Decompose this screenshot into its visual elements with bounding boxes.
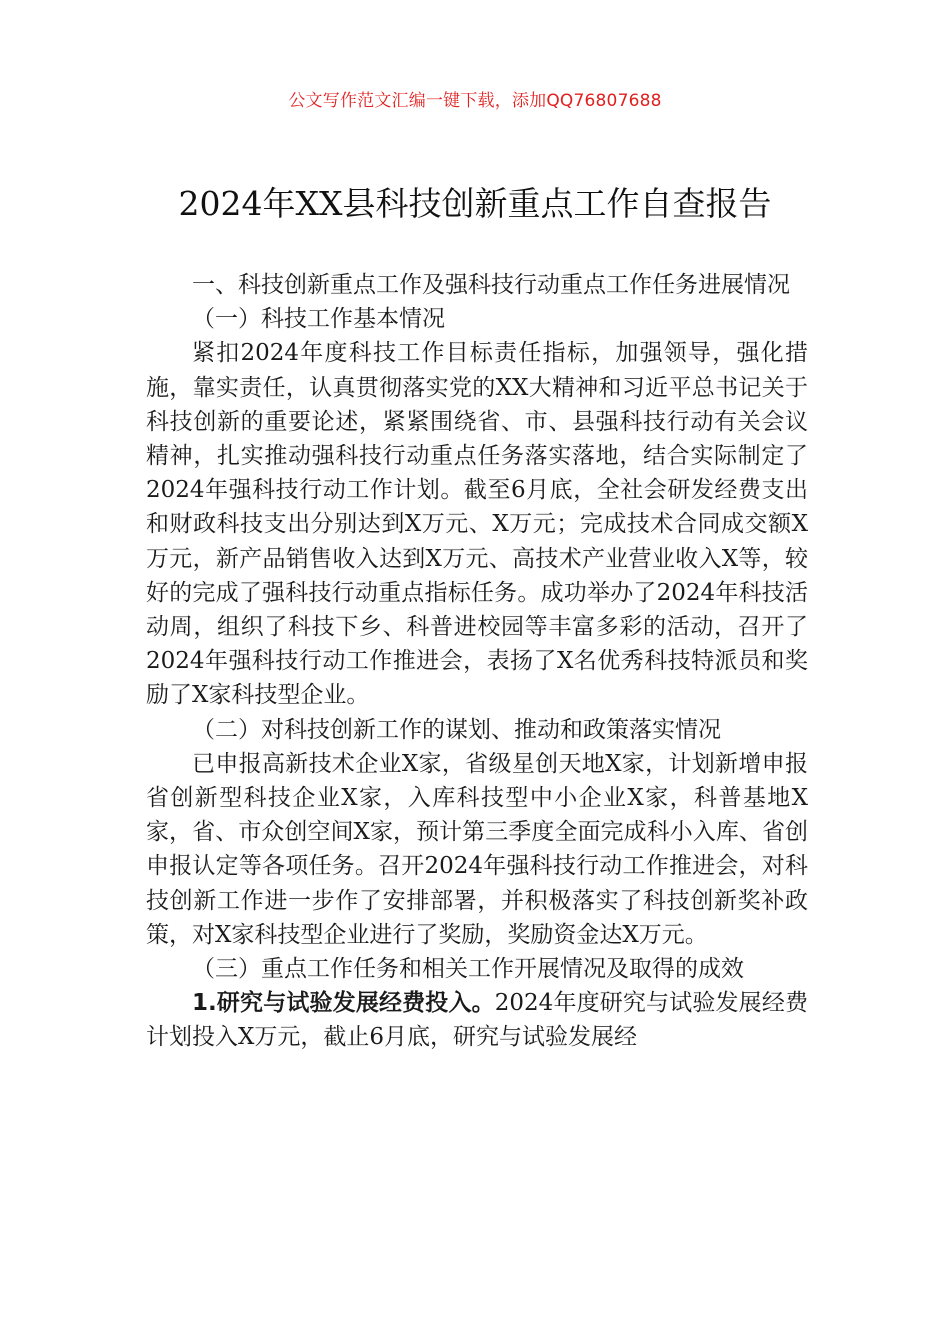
document-title: 2024年XX县科技创新重点工作自查报告	[178, 184, 772, 223]
subsection-heading-2: （二）对科技创新工作的谋划、推动和政策落实情况	[192, 716, 721, 743]
body-paragraph-3	[146, 986, 808, 1054]
subsection-heading-1: （一）科技工作基本情况	[192, 306, 445, 333]
section-heading-1: 一、科技创新重点工作及强科技行动重点工作任务进展情况	[192, 272, 790, 298]
document-body	[146, 268, 808, 1055]
subsection-heading-3: （三）重点工作任务和相关工作开展情况及取得的成效	[192, 956, 744, 983]
item-lead: 1.研究与试验发展经费投入。	[192, 990, 495, 1017]
download-watermark: 公文写作范文汇编一键下载，添加QQ76807688	[288, 91, 662, 111]
item-text: 2024年度研究与试验发展经费计划投入X万元，截止6月底，研究与试验发展经	[146, 990, 808, 1051]
body-paragraph-1: 紧扣2024年度科技工作目标责任指标，加强领导，强化措施，靠实责任，认真贯彻落实党的XX大精神和习近平总书记关于科技创新的重要论述，紧紧围绕省、市、县强科技行动有关会议精神，扎实推动强科技行动重点任务落实落地，结合实际制定了2024年强科技行动工作计划。截至6月底，全社会研发经费支出和财政科技支出分别达到X万元、X万元；完成技术合同成交额X万元，新产品销售收入达到X万元、高技术产业营业收入X等，较好的完成了强科技行动重点指标任务。成功举办了2024年科技活动周，组织了科技下乡、科普进校园等丰富多彩的活动，召开了2024年强科技行动工作推进会，表扬了X名优秀科技特派员和奖励了X家科技型企业。	[146, 340, 808, 709]
body-paragraph-2: 已申报高新技术企业X家，省级星创天地X家，计划新增申报省创新型科技企业X家，入库科技型中小企业X家，科普基地X家，省、市众创空间X家，预计第三季度全面完成科小入库、省创申报认定等各项任务。召开2024年强科技行动工作推进会，对科技创新工作进一步作了安排部署，并积极落实了科技创新奖补政策，对X家科技型企业进行了奖励，奖励资金达X万元。	[146, 750, 808, 948]
